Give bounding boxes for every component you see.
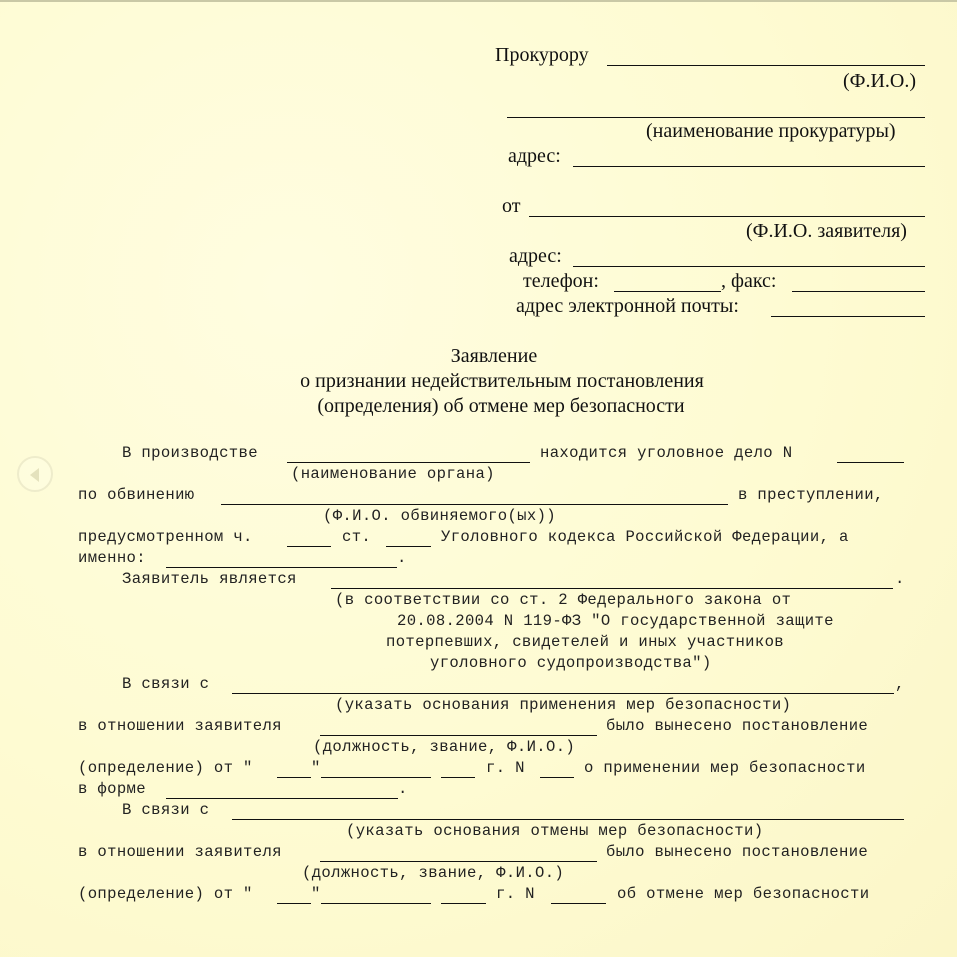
body-text: было вынесено постановление [606,717,869,735]
decision-number-field[interactable] [540,777,574,778]
body-text: . [397,549,407,567]
applicant-fio-hint: (Ф.И.О. заявителя) [746,220,907,242]
field-hint: (Ф.И.О. обвиняемого(ых)) [323,507,556,525]
field-hint: потерпевших, свидетелей и иных участников [386,633,785,651]
body-text: " [311,885,321,903]
case-number-field[interactable] [837,462,904,463]
day-field[interactable] [277,777,311,778]
applicant-fio-field[interactable] [529,216,925,217]
applicant-status-field[interactable] [331,588,893,589]
authority-name-field[interactable] [287,462,530,463]
details-field[interactable] [166,567,397,568]
body-text: , [895,675,905,693]
measure-form-field[interactable] [166,798,398,799]
title-line-3: (определения) об отмене мер безопасности [317,395,685,417]
field-hint: (наименование органа) [291,465,495,483]
body-text: В связи с [122,801,210,819]
year-field-2[interactable] [441,903,486,904]
grounds-application-field[interactable] [232,693,894,694]
fax-field[interactable] [792,291,925,292]
field-hint: (указать основания применения мер безопасности) [335,696,792,714]
email-field[interactable] [771,316,925,317]
prosecutor-office-field[interactable] [507,117,925,118]
chevron-left-icon [30,468,39,482]
top-border [0,0,957,2]
grounds-cancellation-field[interactable] [232,819,904,820]
body-text: предусмотренном ч. [78,528,253,546]
applicant-address-field[interactable] [573,266,925,267]
body-text: ст. [342,528,372,546]
official-fio-field-2[interactable] [320,861,597,862]
phone-label: телефон: [523,270,599,292]
field-hint: (в соответствии со ст. 2 Федерального закона от [335,591,792,609]
article-number-field[interactable] [386,546,431,547]
month-field-2[interactable] [321,903,431,904]
email-label: адрес электронной почты: [516,295,739,317]
applicant-address-label: адрес: [509,245,562,267]
field-hint: (указать основания отмены мер безопасности) [346,822,764,840]
body-text: В производстве [122,444,258,462]
body-text: в отношении заявителя [78,843,282,861]
body-text: (определение) от " [78,759,253,777]
title-line-2: о признании недействительным постановления [300,370,704,392]
body-text: было вынесено постановление [606,843,869,861]
body-text: В связи с [122,675,210,693]
body-text: в отношении заявителя [78,717,282,735]
from-label: от [502,195,521,217]
fax-label: , факс: [721,270,777,292]
field-hint: (должность, звание, Ф.И.О.) [302,864,565,882]
body-text: о применении мер безопасности [584,759,866,777]
body-text: . [398,780,408,798]
accused-fio-field[interactable] [221,504,728,505]
body-text: г. N [496,885,535,903]
prosecutor-label: Прокурору [495,44,589,66]
body-text: именно: [78,549,146,567]
body-text: по обвинению [78,486,195,504]
body-text: находится уголовное дело N [540,444,793,462]
prosecutor-fio-field[interactable] [607,65,925,66]
part-number-field[interactable] [287,546,331,547]
body-text: об отмене мер безопасности [617,885,870,903]
body-text: Заявитель является [122,570,297,588]
fio-hint: (Ф.И.О.) [843,70,917,92]
body-text: Уголовного кодекса Российской Федерации, а [441,528,849,546]
official-fio-field[interactable] [320,735,597,736]
field-hint: (должность, звание, Ф.И.О.) [313,738,576,756]
body-text: " [311,759,321,777]
prosecutor-address-field[interactable] [573,166,925,167]
field-hint: уголовного судопроизводства") [430,654,712,672]
body-text: (определение) от " [78,885,253,903]
title-line-1: Заявление [450,345,538,367]
prosecutor-office-hint: (наименование прокуратуры) [646,120,896,142]
phone-field[interactable] [614,291,721,292]
body-text: г. N [486,759,525,777]
month-field[interactable] [321,777,431,778]
day-field-2[interactable] [277,903,311,904]
field-hint: 20.08.2004 N 119-ФЗ "О государственной защите [397,612,834,630]
body-text: . [895,570,905,588]
prosecutor-address-label: адрес: [508,145,561,167]
body-text: в преступлении, [738,486,884,504]
body-text: в форме [78,780,146,798]
decision-number-field-2[interactable] [551,903,606,904]
year-field[interactable] [441,777,475,778]
previous-page-button[interactable] [17,456,53,492]
